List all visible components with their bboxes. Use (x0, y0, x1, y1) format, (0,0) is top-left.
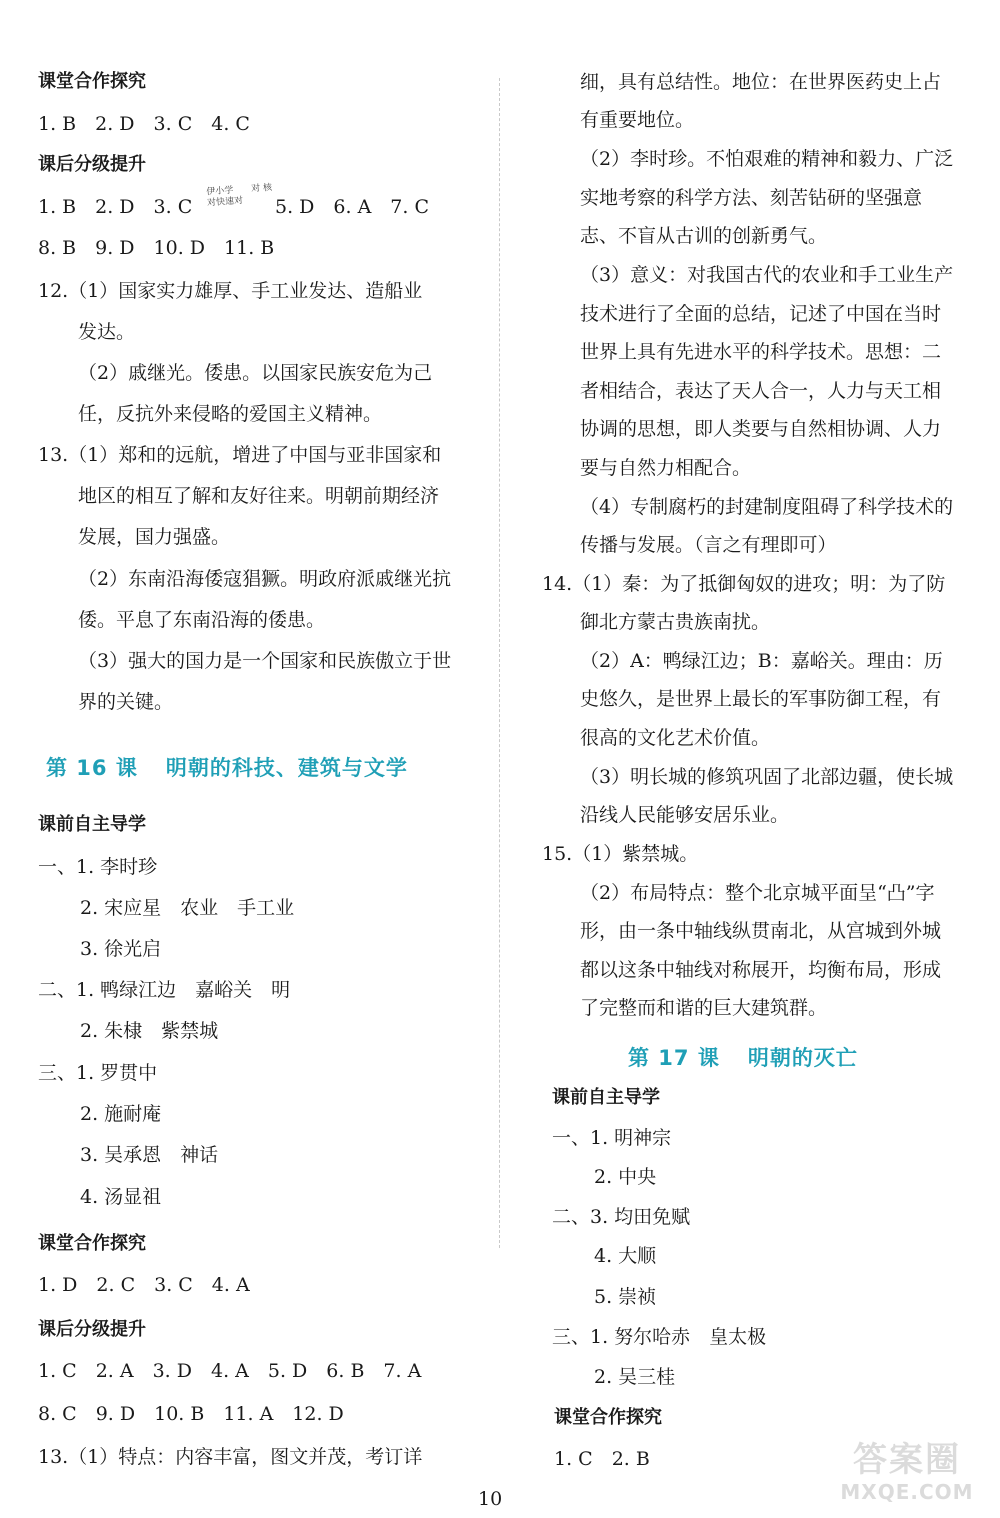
answer-line: （4）专制腐朽的封建制度阻碍了科学技术的 (580, 496, 954, 518)
answer-line: 发达。 (78, 321, 136, 343)
answer-line: 1. B 2. D 3. C 4. C (38, 113, 250, 135)
answer-line: 2. 中央 (594, 1166, 657, 1188)
answer-line: 界的关键。 (78, 691, 174, 713)
answer-line: 8. C 9. D 10. B 11. A 12. D (38, 1403, 344, 1425)
answer-line: 1. B 2. D 3. C (38, 196, 193, 218)
answer-line: 细，具有总结性。地位：在世界医药史上占 (580, 71, 942, 93)
answer-line: （2）李时珍。不怕艰难的精神和毅力、广泛 (580, 148, 954, 170)
answer-line: 要与自然力相配合。 (580, 457, 752, 479)
column-divider (499, 78, 500, 1248)
watermark-text: 答案圈 (853, 1440, 961, 1480)
answer-line: 4. 大顺 (594, 1245, 657, 1267)
answer-line: 12.（1）国家实力雄厚、手工业发达、造船业 (38, 280, 423, 302)
answer-line: 3. 徐光启 (80, 938, 162, 960)
lesson-name: 明朝的科技、建筑与文学 (165, 756, 408, 780)
answer-line: 地区的相互了解和友好往来。明朝前期经济 (78, 485, 440, 507)
section-heading-in-class: 课堂合作探究 (554, 1407, 662, 1428)
answer-line: 二、1. 鸭绿江边 嘉峪关 明 (38, 979, 291, 1001)
answer-line: （3）强大的国力是一个国家和民族傲立于世 (78, 650, 452, 672)
answer-line: （3）意义：对我国古代的农业和手工业生产 (580, 264, 954, 286)
stamp-mark: 伊小学 对 核对快速对 (206, 182, 273, 209)
answer-line: 8. B 9. D 10. D 11. B (38, 237, 275, 259)
answer-line: 志、不盲从古训的创新勇气。 (580, 225, 828, 247)
answer-line: 1. D 2. C 3. C 4. A (38, 1274, 250, 1296)
answer-line: 有重要地位。 (580, 109, 695, 131)
answer-line: 一、1. 李时珍 (38, 856, 158, 878)
answer-line: 5. D 6. A 7. C (275, 196, 429, 218)
answer-line: 2. 朱棣 紫禁城 (80, 1020, 219, 1042)
section-heading-in-class: 课堂合作探究 (38, 1233, 146, 1254)
answer-line: 御北方蒙古贵族南扰。 (580, 611, 771, 633)
section-heading-pre-class: 课前自主导学 (38, 814, 146, 835)
answer-line: 1. C 2. B (554, 1448, 650, 1470)
answer-line: 5. 崇祯 (594, 1286, 657, 1308)
section-heading-in-class: 课堂合作探究 (38, 71, 146, 92)
answer-line: 沿线人民能够安居乐业。 (580, 804, 790, 826)
answer-line: （2）A：鸭绿江边；B：嘉峪关。理由：历 (580, 650, 943, 672)
answer-line: 2. 施耐庵 (80, 1103, 162, 1125)
section-heading-after-class: 课后分级提升 (38, 154, 146, 175)
answer-line: 协调的思想，即人类要与自然相协调、人力 (580, 418, 942, 440)
lesson-number: 第 17 课 (628, 1046, 720, 1070)
answer-line: 3. 吴承恩 神话 (80, 1144, 219, 1166)
answer-line: 15.（1）紫禁城。 (542, 843, 699, 865)
answer-line: 很高的文化艺术价值。 (580, 727, 771, 749)
lesson-number: 第 16 课 (46, 756, 138, 780)
answer-line: 都以这条中轴线对称展开，均衡布局，形成 (580, 959, 942, 981)
answer-line: （2）布局特点：整个北京城平面呈“凸”字 (580, 882, 935, 904)
answer-line: 13.（1）郑和的远航，增进了中国与亚非国家和 (38, 444, 442, 466)
answer-line: 史悠久，是世界上最长的军事防御工程，有 (580, 688, 942, 710)
section-heading-pre-class: 课前自主导学 (552, 1087, 660, 1108)
answer-line: 技术进行了全面的总结，记述了中国在当时 (580, 303, 942, 325)
answer-line: 13.（1）特点：内容丰富，图文并茂，考订详 (38, 1446, 423, 1468)
answer-line: 2. 吴三桂 (594, 1366, 676, 1388)
answer-line: 任，反抗外来侵略的爱国主义精神。 (78, 403, 383, 425)
lesson-16-title (46, 752, 408, 782)
answer-line: 一、1. 明神宗 (552, 1127, 672, 1149)
lesson-17-title (628, 1042, 858, 1072)
answer-line: （2）东南沿海倭寇猖獗。明政府派戚继光抗 (78, 568, 452, 590)
answer-line: （3）明长城的修筑巩固了北部边疆，使长城 (580, 766, 954, 788)
answer-line: 2. 宋应星 农业 手工业 (80, 897, 295, 919)
answer-line: 三、1. 罗贯中 (38, 1062, 158, 1084)
watermark-url: MXQE.COM (840, 1480, 974, 1504)
answer-line: 1. C 2. A 3. D 4. A 5. D 6. B 7. A (38, 1360, 422, 1382)
answer-line: 形，由一条中轴线纵贯南北，从宫城到外城 (580, 920, 942, 942)
answer-line: 了完整而和谐的巨大建筑群。 (580, 997, 828, 1019)
watermark-logo (822, 1440, 992, 1512)
answer-line: （2）戚继光。倭患。以国家民族安危为己 (78, 362, 433, 384)
answer-line: 发展，国力强盛。 (78, 526, 231, 548)
answer-line: 传播与发展。（言之有理即可） (580, 534, 837, 556)
page-number: 10 (478, 1488, 503, 1510)
section-heading-after-class: 课后分级提升 (38, 1319, 146, 1340)
answer-line: 14.（1）秦：为了抵御匈奴的进攻；明：为了防 (542, 573, 946, 595)
answer-line: 世界上具有先进水平的科学技术。思想：二 (580, 341, 942, 363)
answer-line: 倭。平息了东南沿海的倭患。 (78, 609, 326, 631)
answer-line: 实地考察的科学方法、刻苦钻研的坚强意 (580, 187, 923, 209)
answer-line: 者相结合，表达了天人合一，人力与天工相 (580, 380, 942, 402)
answer-line: 4. 汤显祖 (80, 1186, 162, 1208)
answer-line: 二、3. 均田免赋 (552, 1206, 691, 1228)
lesson-name: 明朝的灭亡 (747, 1046, 858, 1070)
answer-line: 三、1. 努尔哈赤 皇太极 (552, 1326, 767, 1348)
